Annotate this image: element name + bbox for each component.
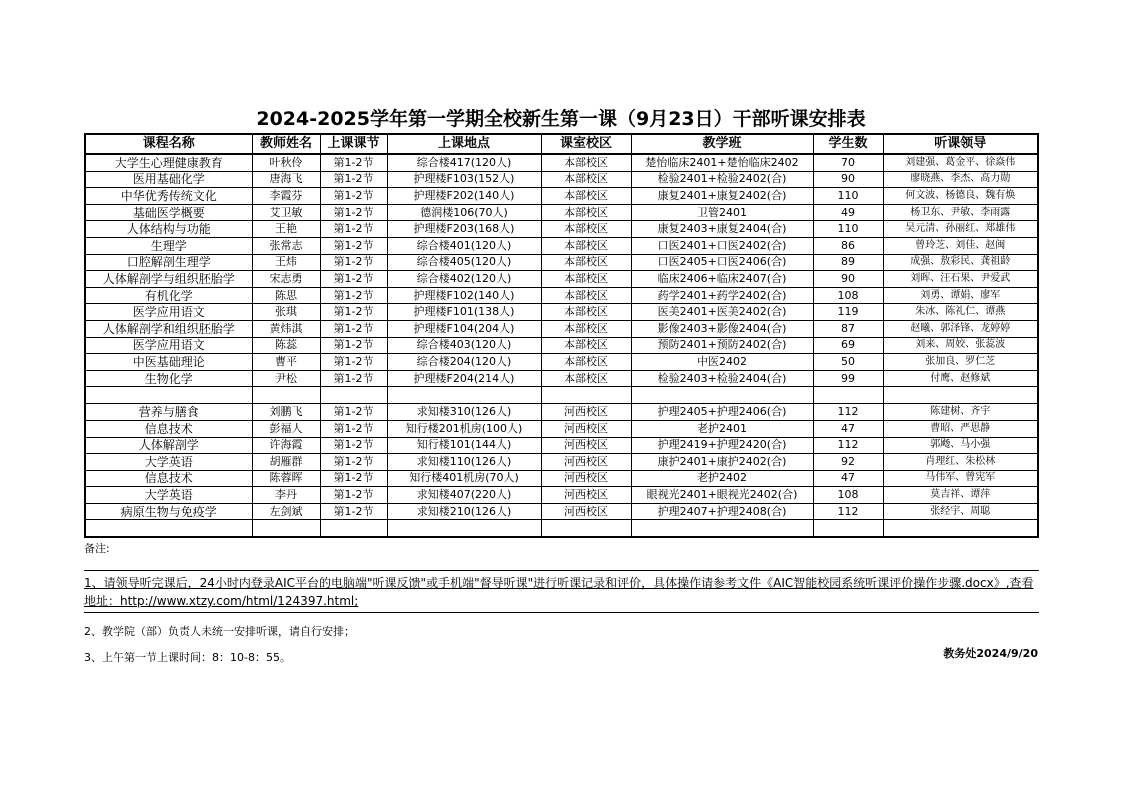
empty-cell [813,387,883,404]
notes-section [84,540,1039,665]
table-row [85,420,1038,437]
class-cell: 临床2406+临床2407(合) [631,271,813,288]
location-cell: 求知楼407(220人) [387,487,541,504]
period-cell: 第1-2节 [320,171,387,188]
leaders-cell: 刘来、周姣、张蕊波 [883,337,1038,354]
period-cell: 第1-2节 [320,420,387,437]
course-cell: 大学生心理健康教育 [85,154,252,171]
period-cell: 第1-2节 [320,454,387,471]
empty-cell [631,387,813,404]
class-cell: 医美2401+医美2402(合) [631,304,813,321]
campus-cell: 本部校区 [541,254,631,271]
teacher-cell: 王艳 [252,221,320,238]
class-cell: 检验2403+检验2404(合) [631,370,813,387]
students-cell: 110 [813,188,883,205]
teacher-cell: 李霞芬 [252,188,320,205]
teacher-cell: 李丹 [252,487,320,504]
students-cell: 108 [813,287,883,304]
students-cell: 112 [813,503,883,520]
location-cell: 综合楼204(120人) [387,354,541,371]
empty-cell [85,520,252,538]
class-cell: 康复2403+康复2404(合) [631,221,813,238]
header-class: 教学班 [631,134,813,154]
class-cell: 康护2401+康护2402(合) [631,454,813,471]
students-cell: 112 [813,437,883,454]
empty-cell [631,520,813,538]
location-cell: 综合楼401(120人) [387,237,541,254]
students-cell: 110 [813,221,883,238]
leaders-cell: 张经宇、周聪 [883,503,1038,520]
leaders-cell: 曹昭、严思静 [883,420,1038,437]
students-cell: 47 [813,420,883,437]
table-row [85,354,1038,371]
class-cell: 护理2419+护理2420(合) [631,437,813,454]
students-cell: 69 [813,337,883,354]
teacher-cell: 艾卫敏 [252,204,320,221]
table-row [85,204,1038,221]
empty-cell [387,520,541,538]
course-cell: 人体解剖学 [85,437,252,454]
campus-cell: 河西校区 [541,437,631,454]
period-cell: 第1-2节 [320,437,387,454]
header-period: 上课课节 [320,134,387,154]
teacher-cell: 宋志勇 [252,271,320,288]
location-cell: 护理楼F102(140人) [387,287,541,304]
course-cell: 中华优秀传统文化 [85,188,252,205]
empty-cell [252,520,320,538]
campus-cell: 本部校区 [541,271,631,288]
teacher-cell: 彭福人 [252,420,320,437]
location-cell: 护理楼F202(140人) [387,188,541,205]
leaders-cell: 陈建树、齐宇 [883,404,1038,421]
class-cell: 老护2401 [631,420,813,437]
empty-cell [85,387,252,404]
leaders-cell: 廖晓燕、李杰、高力勋 [883,171,1038,188]
header-course: 课程名称 [85,134,252,154]
empty-cell [541,520,631,538]
teacher-cell: 曹平 [252,354,320,371]
period-cell: 第1-2节 [320,370,387,387]
location-cell: 求知楼310(126人) [387,404,541,421]
campus-cell: 本部校区 [541,188,631,205]
location-cell: 护理楼F101(138人) [387,304,541,321]
course-cell: 人体解剖学与组织胚胎学 [85,271,252,288]
schedule-table [84,133,1039,538]
period-cell: 第1-2节 [320,503,387,520]
students-cell: 86 [813,237,883,254]
students-cell: 87 [813,320,883,337]
teacher-cell: 张常志 [252,237,320,254]
campus-cell: 本部校区 [541,354,631,371]
location-cell: 护理楼F104(204人) [387,320,541,337]
leaders-cell: 成强、敖彩民、龚祖龄 [883,254,1038,271]
table-header-row [85,134,1038,154]
leaders-cell: 刘建强、葛金平、徐焱伟 [883,154,1038,171]
table-row [85,320,1038,337]
students-cell: 108 [813,487,883,504]
course-cell: 人体结构与功能 [85,221,252,238]
location-cell: 综合楼405(120人) [387,254,541,271]
empty-cell [320,387,387,404]
course-cell: 中医基础理论 [85,354,252,371]
course-cell: 信息技术 [85,470,252,487]
campus-cell: 本部校区 [541,287,631,304]
students-cell: 70 [813,154,883,171]
course-cell: 大学英语 [85,487,252,504]
period-cell: 第1-2节 [320,154,387,171]
period-cell: 第1-2节 [320,271,387,288]
campus-cell: 本部校区 [541,320,631,337]
table-row [85,487,1038,504]
note-2: 2、教学院（部）负责人未统一安排听课，请自行安排； [84,625,355,638]
location-cell: 德润楼106(70人) [387,204,541,221]
table-row [85,454,1038,471]
campus-cell: 本部校区 [541,171,631,188]
period-cell: 第1-2节 [320,204,387,221]
location-cell: 知行楼401机房(70人) [387,470,541,487]
empty-cell [387,387,541,404]
teacher-cell: 胡雁群 [252,454,320,471]
teacher-cell: 王炜 [252,254,320,271]
location-cell: 护理楼F103(152人) [387,171,541,188]
campus-cell: 本部校区 [541,154,631,171]
leaders-cell: 马伟军、曾宪军 [883,470,1038,487]
teacher-cell: 陈蓉晖 [252,470,320,487]
table-row [85,337,1038,354]
students-cell: 90 [813,171,883,188]
empty-cell [320,520,387,538]
empty-cell [541,387,631,404]
table-row [85,404,1038,421]
header-location: 上课地点 [387,134,541,154]
leaders-cell: 刘勇、谭娟、廖军 [883,287,1038,304]
teacher-cell: 刘鹏飞 [252,404,320,421]
empty-row [85,387,1038,404]
empty-row [85,520,1038,538]
leaders-cell: 付鹰、赵修斌 [883,370,1038,387]
period-cell: 第1-2节 [320,188,387,205]
period-cell: 第1-2节 [320,287,387,304]
leaders-cell: 莫吉祥、谭萍 [883,487,1038,504]
class-cell: 影像2403+影像2404(合) [631,320,813,337]
leaders-cell: 郭飏、马小强 [883,437,1038,454]
leaders-cell: 何文波、杨德良、魏有焕 [883,188,1038,205]
teacher-cell: 陈思 [252,287,320,304]
location-cell: 护理楼F203(168人) [387,221,541,238]
class-cell: 检验2401+检验2402(合) [631,171,813,188]
course-cell: 生物化学 [85,370,252,387]
empty-cell [883,520,1038,538]
teacher-cell: 黄炜淇 [252,320,320,337]
course-cell: 医学应用语文 [85,304,252,321]
period-cell: 第1-2节 [320,487,387,504]
table-row [85,237,1038,254]
leaders-cell: 吴元清、孙丽红、郑雄伟 [883,221,1038,238]
table-row [85,470,1038,487]
note-3: 3、上午第一节上课时间：8：10-8：55。 [84,651,291,664]
teacher-cell: 尹松 [252,370,320,387]
table-row [85,171,1038,188]
period-cell: 第1-2节 [320,404,387,421]
period-cell: 第1-2节 [320,304,387,321]
table-row [85,254,1038,271]
notes-label: 备注: [84,542,110,555]
students-cell: 99 [813,370,883,387]
campus-cell: 河西校区 [541,503,631,520]
location-cell: 知行楼201机房(100人) [387,420,541,437]
header-leaders: 听课领导 [883,134,1038,154]
course-cell: 基础医学概要 [85,204,252,221]
students-cell: 49 [813,204,883,221]
campus-cell: 河西校区 [541,454,631,471]
course-cell: 营养与膳食 [85,404,252,421]
location-cell: 综合楼417(120人) [387,154,541,171]
students-cell: 90 [813,271,883,288]
class-cell: 口医2401+口医2402(合) [631,237,813,254]
campus-cell: 河西校区 [541,404,631,421]
campus-cell: 河西校区 [541,470,631,487]
students-cell: 47 [813,470,883,487]
table-row [85,370,1038,387]
leaders-cell: 肖理红、朱松林 [883,454,1038,471]
location-cell: 护理楼F204(214人) [387,370,541,387]
teacher-cell: 左剑斌 [252,503,320,520]
campus-cell: 本部校区 [541,204,631,221]
table-row [85,304,1038,321]
note-1-text: 1、请领导听完课后，24小时内登录AIC平台的电脑端"听课反馈"或手机端"督导听课"进行听课记录和评价，具体操作请参考文件《AIC智能校园系统听课评价操作步骤.docx》,查看地址：http://www.xtzy.com/html/124397.html; [84,576,1034,608]
teacher-cell: 张琪 [252,304,320,321]
table-row [85,503,1038,520]
table-row [85,437,1038,454]
teacher-cell: 陈蕊 [252,337,320,354]
class-cell: 卫管2401 [631,204,813,221]
location-cell: 求知楼210(126人) [387,503,541,520]
period-cell: 第1-2节 [320,221,387,238]
class-cell: 药学2401+药学2402(合) [631,287,813,304]
campus-cell: 本部校区 [541,221,631,238]
campus-cell: 本部校区 [541,337,631,354]
empty-cell [883,387,1038,404]
teacher-cell: 许海霞 [252,437,320,454]
table-row [85,188,1038,205]
location-cell: 知行楼101(144人) [387,437,541,454]
empty-cell [252,387,320,404]
campus-cell: 本部校区 [541,370,631,387]
note-1 [84,570,1039,613]
header-students: 学生数 [813,134,883,154]
course-cell: 大学英语 [85,454,252,471]
table-row [85,287,1038,304]
course-cell: 人体解剖学和组织胚胎学 [85,320,252,337]
course-cell: 口腔解剖生理学 [85,254,252,271]
students-cell: 92 [813,454,883,471]
empty-cell [813,520,883,538]
table-body [85,154,1038,537]
course-cell: 生理学 [85,237,252,254]
course-cell: 医学应用语文 [85,337,252,354]
course-cell: 病原生物与免疫学 [85,503,252,520]
class-cell: 康复2401+康复2402(合) [631,188,813,205]
period-cell: 第1-2节 [320,470,387,487]
leaders-cell: 张加良、罗仁芝 [883,354,1038,371]
campus-cell: 本部校区 [541,304,631,321]
period-cell: 第1-2节 [320,254,387,271]
page-title: 2024-2025学年第一学期全校新生第一课（9月23日）干部听课安排表 [256,108,866,130]
location-cell: 求知楼110(126人) [387,454,541,471]
table-row [85,271,1038,288]
teacher-cell: 叶秋伶 [252,154,320,171]
leaders-cell: 刘晖、汪石果、尹爱武 [883,271,1038,288]
class-cell: 中医2402 [631,354,813,371]
period-cell: 第1-2节 [320,320,387,337]
campus-cell: 河西校区 [541,420,631,437]
class-cell: 楚怡临床2401+楚怡临床2402 [631,154,813,171]
teacher-cell: 唐海飞 [252,171,320,188]
class-cell: 护理2405+护理2406(合) [631,404,813,421]
campus-cell: 河西校区 [541,487,631,504]
leaders-cell: 曾玲芝、刘佳、赵闽 [883,237,1038,254]
period-cell: 第1-2节 [320,354,387,371]
leaders-cell: 朱冰、陈礼仁、谭燕 [883,304,1038,321]
location-cell: 综合楼403(120人) [387,337,541,354]
course-cell: 信息技术 [85,420,252,437]
students-cell: 89 [813,254,883,271]
leaders-cell: 赵曦、郭泽锋、龙婷婷 [883,320,1038,337]
campus-cell: 本部校区 [541,237,631,254]
class-cell: 预防2401+预防2402(合) [631,337,813,354]
students-cell: 50 [813,354,883,371]
header-teacher: 教师姓名 [252,134,320,154]
table-row [85,154,1038,171]
header-campus: 课室校区 [541,134,631,154]
class-cell: 老护2402 [631,470,813,487]
course-cell: 有机化学 [85,287,252,304]
signature: 教务处2024/9/20 [943,647,1038,660]
class-cell: 护理2407+护理2408(合) [631,503,813,520]
period-cell: 第1-2节 [320,337,387,354]
table-row [85,221,1038,238]
class-cell: 眼视光2401+眼视光2402(合) [631,487,813,504]
students-cell: 112 [813,404,883,421]
class-cell: 口医2405+口医2406(合) [631,254,813,271]
location-cell: 综合楼402(120人) [387,271,541,288]
course-cell: 医用基础化学 [85,171,252,188]
students-cell: 119 [813,304,883,321]
leaders-cell: 杨卫东、尹敏、李雨露 [883,204,1038,221]
period-cell: 第1-2节 [320,237,387,254]
